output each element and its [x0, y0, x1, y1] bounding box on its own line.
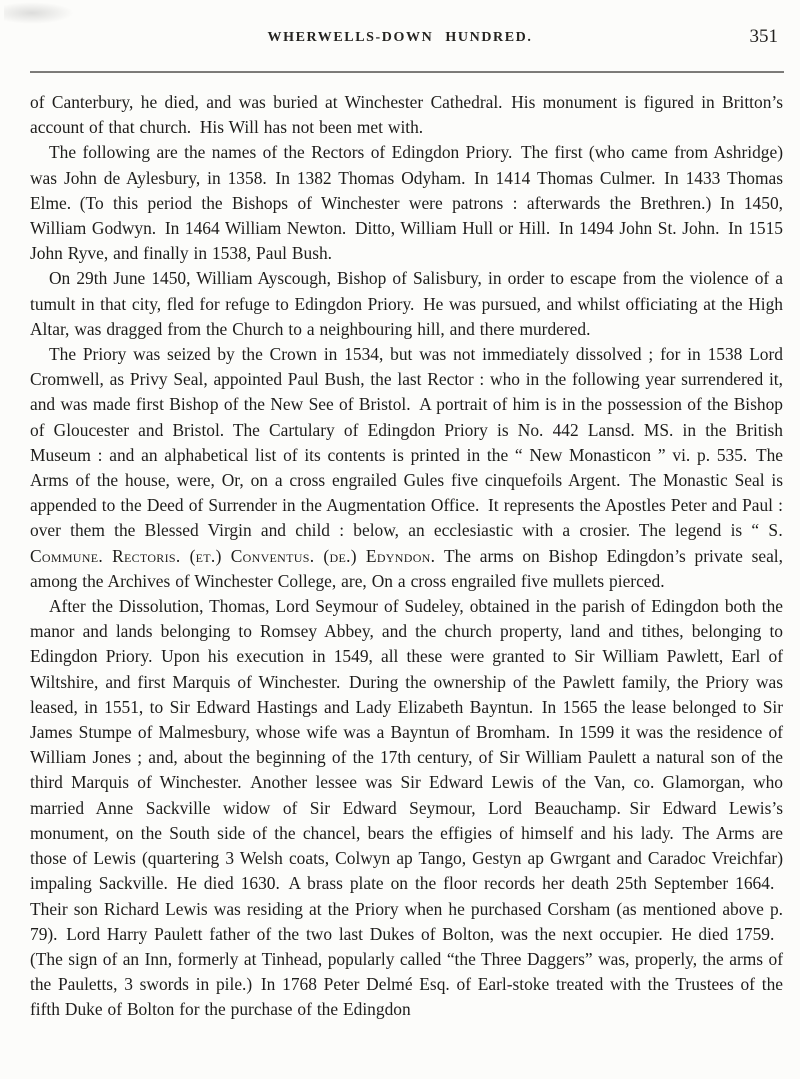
running-header: [0, 26, 800, 52]
scan-artifact: [4, 2, 74, 24]
paragraph-priory-seizure: [30, 342, 783, 594]
running-title: WHERWELLS-DOWN HUNDRED.: [267, 30, 533, 45]
seal-legend-before-text: The Priory was seized by the Crown in 1534, but was not immediately dissolved ; for in 1538 Lord Cromwell, as Privy Seal, appointed Paul Bush, the last Rector : who in the following year surrendered it, and was made first Bishop of the New See of Bristol. A portrait of him is in the possession of the Bishop of Gloucester and Bristol. The Cartulary of Edingdon Priory is No. 442 Lansd. MS. in the British Museum : and an alphabetical list of its contents is printed in the “ New Monasticon ” vi. p. 535. The Arms of the house, were, Or, on a cross engrailed Gules five cinquefoils Argent. The Monastic Seal is appended to the Deed of Surrender in the Augmentation Office. It represents the Apostles Peter and Paul : over them the Blessed Virgin and child : below, an ecclesiastic with a crosier. The legend is “: [30, 344, 783, 541]
header-rule: [30, 71, 784, 73]
seal-legend-smallcaps: S. Commune. Rectoris. (et.) Conventus. (de.) Edyndon.: [30, 520, 783, 566]
page-number: 351: [749, 26, 778, 47]
paragraph-dissolution-owners: After the Dissolution, Thomas, Lord Seymour of Sudeley, obtained in the parish of Edingdon both the manor and lands belonging to Romsey Abbey, and the church property, land and tithes, belonging to Edingdon Priory. Upon his execution in 1549, all these were granted to Sir William Pawlett, Earl of Wiltshire, and first Marquis of Winchester. During the ownership of the Pawlett family, the Priory was leased, in 1551, to Sir Edward Hastings and Lady Elizabeth Bayntun. In 1565 the lease belonged to Sir James Stumpe of Malmesbury, whose wife was a Bayntun of Bromham. In 1599 it was the residence of William Jones ; and, about the beginning of the 17th century, of Sir William Paulett a natural son of the third Marquis of Winchester. Another lessee was Sir Edward Lewis of the Van, co. Glamorgan, who married Anne Sackville widow of Sir Edward Seymour, Lord Beauchamp. Sir Edward Lewis’s monument, on the South side of the chancel, bears the effigies of himself and his lady. The Arms are those of Lewis (quartering 3 Welsh coats, Colwyn ap Tango, Gestyn ap Gwrgant and Caradoc Vreichfar) impaling Sackville. He died 1630. A brass plate on the floor records her death 25th September 1664. Their son Richard Lewis was residing at the Priory when he purchased Corsham (as mentioned above p. 79). Lord Harry Paulett father of the two last Dukes of Bolton, was the next occupier. He died 1759. (The sign of an Inn, formerly at Tinhead, popularly called “the Three Daggers” was, properly, the arms of the Pauletts, 3 swords in pile.) In 1768 Peter Delmé Esq. of Earl-stoke treated with the Trustees of the fifth Duke of Bolton for the purchase of the Edingdon: [30, 596, 783, 1020]
page-body: [30, 90, 783, 1023]
paragraph-canterbury-burial: of Canterbury, he died, and was buried at Winchester Cathedral. His monument is figured in Britton’s account of that church. His Will has not been met with.: [30, 92, 783, 138]
seal-legend-after-text: The arms on Bishop Edingdon’s private seal, among the Archives of Winchester College, are, On a cross engrailed five mullets pierced.: [30, 545, 783, 591]
paragraph-rectors-list: The following are the names of the Rectors of Edingdon Priory. The first (who came from Ashridge) was John de Aylesbury, in 1358. In 1382 Thomas Odyham. In 1414 Thomas Culmer. In 1433 Thomas Elme. (To this period the Bishops of Winchester were patrons : afterwards the Brethren.) In 1450, William Godwyn. In 1464 William Newton. Ditto, William Hull or Hill. In 1494 John St. John. In 1515 John Ryve, and finally in 1538, Paul Bush.: [30, 142, 783, 264]
paragraph-ayscough-murder: On 29th June 1450, William Ayscough, Bishop of Salisbury, in order to escape from the violence of a tumult in that city, fled for refuge to Edingdon Priory. He was pursued, and whilst officiating at the High Altar, was dragged from the Church to a neighbouring hill, and there murdered.: [30, 268, 783, 339]
